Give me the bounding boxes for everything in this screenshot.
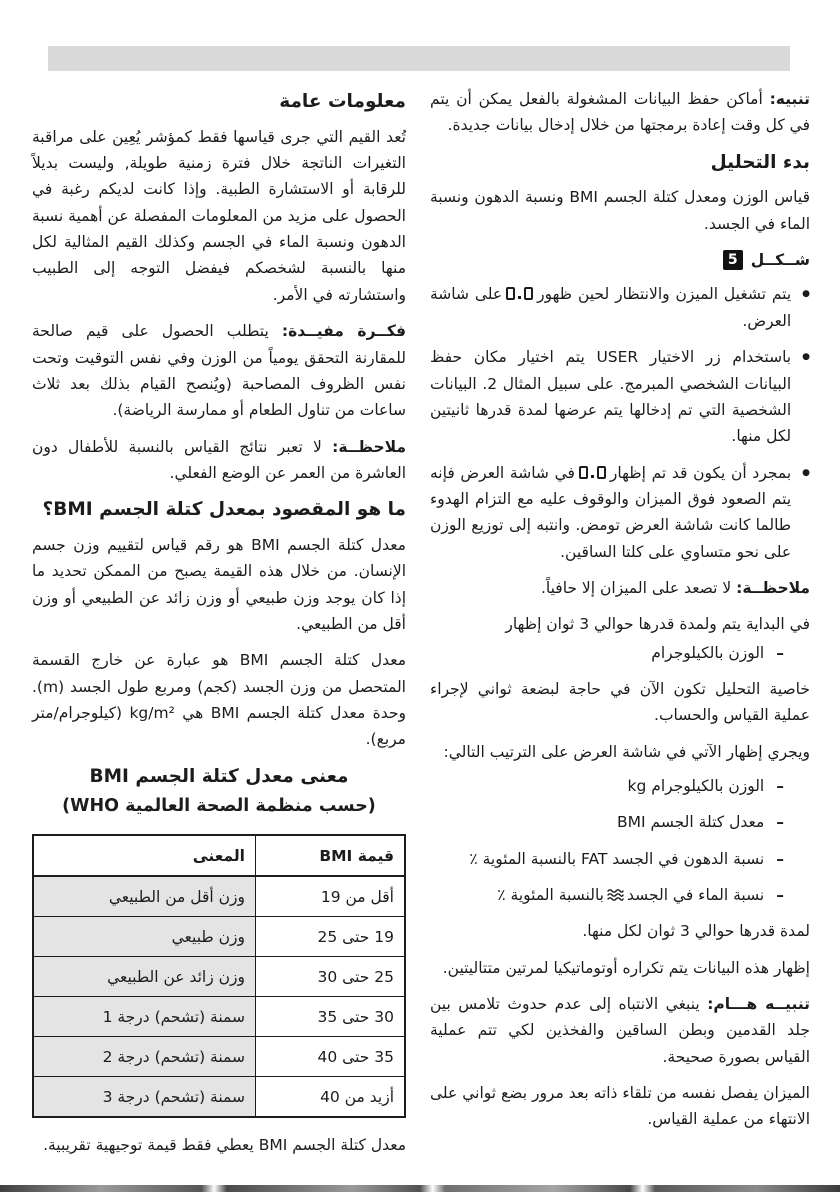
section-title-start-analysis: بدء التحليل: [710, 151, 810, 173]
bmi-value-cell: أقل من 19: [256, 876, 406, 917]
dash-item-text: [430, 882, 764, 908]
important-notice-text: ينبغي الانتباه إلى عدم حدوث تلامس بين جلد القدمين وبطن الساقين والفخذين لكي تتم عملية القياس بصورة صحيحة.: [430, 995, 810, 1066]
page-content: [28, 86, 810, 1169]
list-item: [430, 344, 810, 449]
dash-list-item: [430, 809, 810, 835]
bullet-icon: ●: [802, 289, 810, 300]
auto-off-text: الميزان يفصل نفسه من تلقاء ذاته بعد مرور بضع ثواني على الانتهاء من عملية القياس.: [430, 1084, 810, 1129]
initial-display-text: في البداية يتم ولمدة قدرها حوالي 3 ثوان إظهار: [505, 615, 810, 634]
dash-icon: –: [776, 643, 784, 662]
dash-list-item: [430, 846, 810, 872]
note-label: ملاحظــة:: [736, 578, 810, 597]
important-notice-label: تنبيــه هـــام:: [707, 995, 810, 1014]
bullet3-pre: بمجرد أن يكون قد تم إظهار: [609, 463, 792, 482]
dash-list-item: [430, 640, 810, 666]
column-left: [32, 86, 406, 1169]
dash-item-text: نسبة الدهون في الجسد FAT بالنسبة المئوية ٪: [469, 849, 765, 868]
table-row: [33, 997, 405, 1037]
bmi-meaning-cell: سمنة (تشحم) درجة 1: [33, 997, 256, 1037]
table-header-row: [33, 835, 405, 876]
dash-icon: –: [776, 849, 784, 868]
analysis-wait-text: خاصية التحليل تكون الآن في حاجة لبضعة ثواني لإجراء عملية القياس والحساب.: [430, 679, 810, 725]
notice-text: أماكن حفظ البيانات المشغولة بالفعل يمكن أن يتم في كل وقت إعادة برمجتها من خلال إدخال بيانات جديدة.: [430, 90, 810, 135]
dash-item-text: الوزن بالكيلوجرام kg: [627, 776, 765, 795]
bmi-meaning-cell: وزن أقل من الطبيعي: [33, 876, 256, 917]
section-title-general-info: معلومات عامة: [279, 91, 406, 112]
dash-icon: –: [776, 776, 784, 795]
table-row: [33, 876, 405, 917]
notice-label: تنبيه:: [769, 90, 810, 108]
bmi-table: [32, 834, 406, 1118]
general-info-text: تُعد القيم التي جرى قياسها فقط كمؤشر يُعِين على مراقبة التغيرات الناتجة خلال فترة زمنية طويلة, وليست بديلاً للرقابة أو الاستشارة الطبية. وإذا كانت لديكم رغبة في الحصول على مزيد من المعلومات المفصلة عن أهمية نسبة الدهون ونسبة الماء في الجسم وكذلك القيم المثالية لكل منها بالنسبة لشخصكم فيفضل التوجه إلى الطبيب واستشارته في الأمر.: [32, 127, 406, 304]
table-row: [33, 957, 405, 997]
bullet-icon: ●: [802, 352, 810, 363]
page-edge-artifact: [0, 1185, 840, 1192]
note-text: لا تعبر نتائج القياس بالنسبة للأطفال دون العاشرة من العمر عن الوضع الفعلي.: [32, 437, 406, 482]
list-item: [430, 460, 810, 565]
bullet-text: [430, 460, 791, 565]
table-row: [33, 1037, 405, 1077]
bullet1-post: على شاشة العرض.: [430, 285, 792, 330]
repeat-text: إظهار هذه البيانات يتم تكراره أوتوماتيكيا لمرتين متتاليتين.: [442, 958, 810, 977]
bullet-text: باستخدام زر الاختيار USER يتم اختيار مكان حفظ البيانات الشخصي المبرمج. على سبيل المثال 2. البيانات الشخصية التي تم إدخالها يتم عرضها لمدة قدرها ثانيتين لكل منها.: [430, 348, 792, 446]
table-row: [33, 1077, 405, 1118]
bmi-meaning-cell: وزن طبيعي: [33, 917, 256, 957]
segment-display-icon: [506, 287, 533, 300]
segment-display-icon: [579, 466, 606, 479]
bullet1-pre: يتم تشغيل الميزن والانتظار لحين ظهور: [537, 285, 792, 304]
table-row: [33, 917, 405, 957]
bullet3-post: في شاشة العرض فإنه يتم الصعود فوق الميزان والوقوف عليه مع التزام الهدوء طالما كانت شاشة العرض تومض. وانتبه إلى توزيع الوزن على نحو متساوي على كلتا الساقين.: [430, 463, 792, 561]
bmi-value-cell: 25 حتى 30: [256, 957, 406, 997]
column-header-bmi-value: قيمة BMI: [256, 835, 406, 876]
note-paragraph: [430, 575, 810, 601]
figure-number-badge: 5: [723, 250, 743, 270]
note-text: لا تصعد على الميزان إلا حافياً.: [540, 578, 732, 597]
tip-text: يتطلب الحصول على قيم صالحة للمقارنة التحقق يومياً من الوزن وفي نفس التوقيت وتحت نفس الظروف المصاحبة (ويُنصح القيام بذلك بعد ثلاث ساعات من تناول الطعام أو ممارسة الرياضة).: [32, 322, 406, 420]
bullet-icon: ●: [802, 467, 810, 478]
bmi-value-cell: 19 حتى 25: [256, 917, 406, 957]
sequence-intro-text: ويجري إظهار الآتي في شاشة العرض على الترتيب التالي:: [443, 742, 810, 761]
bmi-meaning-cell: وزن زائد عن الطبيعي: [33, 957, 256, 997]
section-subtitle-who: (حسب منظمة الصحة العالمية WHO): [62, 796, 376, 817]
water-waves-icon: [607, 888, 624, 902]
list-item: [430, 281, 810, 334]
analysis-intro: قياس الوزن ومعدل كتلة الجسم BMI ونسبة الدهون ونسبة الماء في الجسد.: [430, 188, 810, 233]
bmi-value-cell: أزيد من 40: [256, 1077, 406, 1118]
header-bar: [48, 46, 790, 71]
column-header-meaning: المعنى: [33, 835, 256, 876]
important-notice-paragraph: [430, 991, 810, 1070]
bmi-value-cell: 30 حتى 35: [256, 997, 406, 1037]
water-item-pre: نسبة الماء في الجسد: [627, 886, 765, 904]
bmi-value-cell: 35 حتى 40: [256, 1037, 406, 1077]
column-right: [430, 86, 810, 1169]
bullet-text: [430, 281, 791, 334]
figure-reference: [430, 247, 810, 273]
bmi-meaning-cell: سمنة (تشحم) درجة 3: [33, 1077, 256, 1118]
water-item-post: بالنسبة المئوية ٪: [497, 886, 604, 904]
note-label: ملاحظــة:: [332, 437, 406, 456]
dash-list-item: [430, 773, 810, 799]
bmi-meaning-cell: سمنة (تشحم) درجة 2: [33, 1037, 256, 1077]
tip-label: فكــرة مفيــدة:: [281, 322, 406, 341]
section-title-bmi-meaning: معنى معدل كتلة الجسم BMI: [89, 765, 349, 787]
dash-icon: –: [776, 886, 784, 904]
tip-paragraph: [32, 318, 406, 423]
dash-list-item: [430, 882, 810, 908]
section-title-bmi-question: ما هو المقصود بمعدل كتلة الجسم BMI؟: [42, 499, 406, 521]
bmi-formula-text: معدل كتلة الجسم BMI هو عبارة عن خارج القسمة المتحصل من وزن الجسد (كجم) ومربع طول الجسد (m). وحدة معدل كتلة الجسم BMI هي kg/m² (كيلوجرام/متر مربع).: [32, 651, 407, 749]
dash-item-text: معدل كتلة الجسم BMI: [617, 813, 765, 832]
notice-paragraph: [430, 86, 810, 139]
closing-text: معدل كتلة الجسم BMI يعطي فقط قيمة توجيهية تقريبية.: [43, 1136, 406, 1155]
bmi-definition-text: معدل كتلة الجسم BMI هو رقم قياس لتقييم وزن جسم الإنسان. من خلال هذه القيمة يصبح من الممكن تحديد ما إذا كان يوجد وزن طبيعي أو وزن زائد عن الطبيعي أو وزن أقل من الطبيعي.: [32, 535, 406, 633]
dash-icon: –: [776, 813, 784, 832]
dash-item-text: الوزن بالكيلوجرام: [651, 643, 765, 662]
figure-label: شــكــل: [750, 251, 810, 270]
duration-text: لمدة قدرها حوالي 3 ثوان لكل منها.: [582, 922, 810, 941]
note-paragraph: [32, 434, 406, 487]
